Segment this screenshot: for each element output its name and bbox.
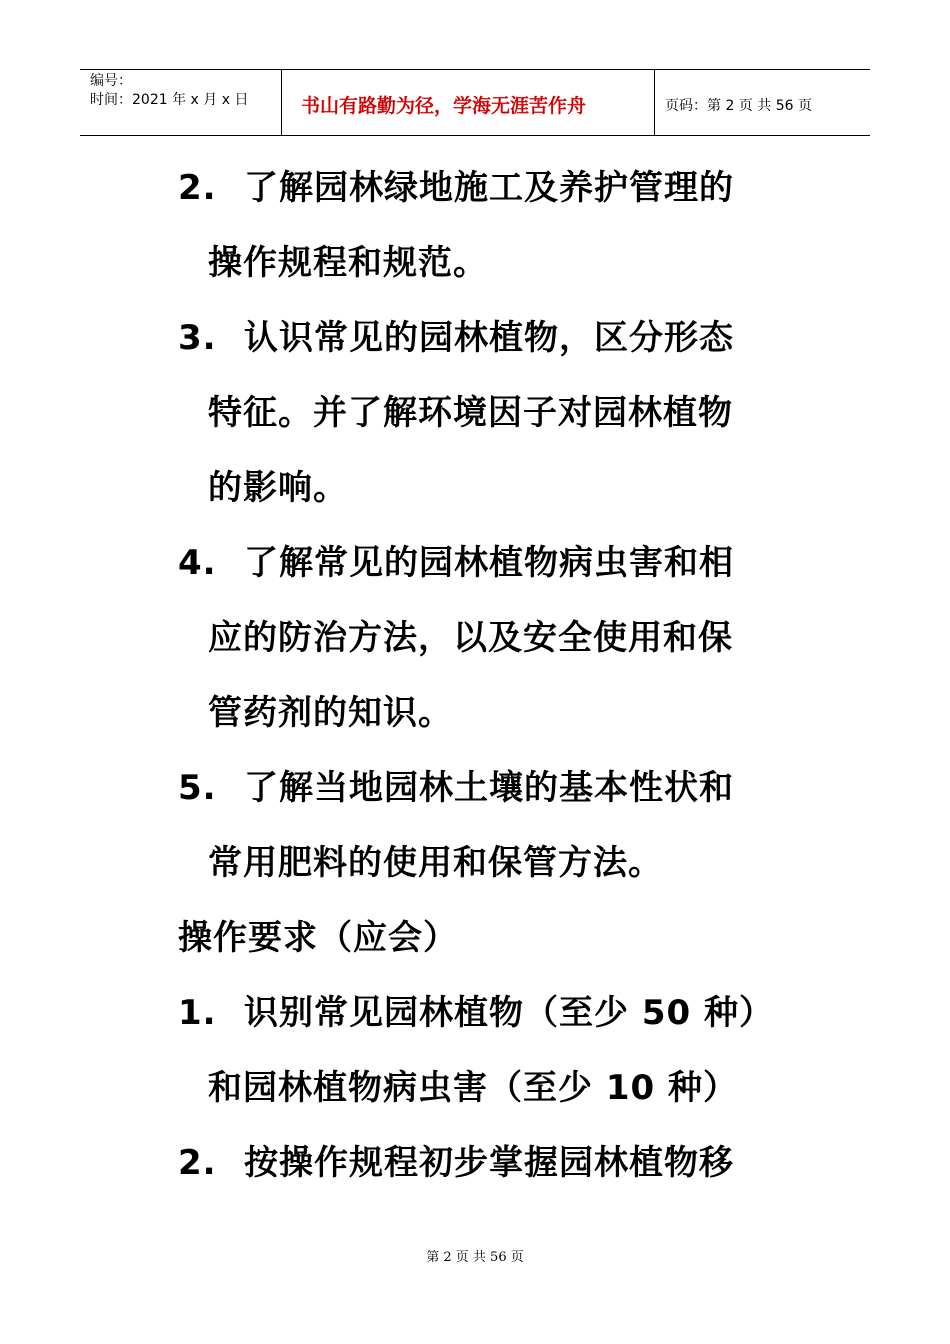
section-heading: 操作要求（应会） [178, 918, 458, 958]
item-continuation: 应的防治方法，以及安全使用和保 [208, 618, 733, 658]
document-body [178, 151, 828, 1201]
header-page-cell [655, 70, 870, 135]
header-left-cell [80, 70, 282, 135]
item-continuation: 和园林植物病虫害（至少 10 种） [208, 1068, 738, 1108]
list-item [178, 301, 828, 376]
item-number: 1. [178, 993, 217, 1033]
serial-number-label: 编号： [90, 73, 132, 89]
page-header [80, 69, 870, 136]
date-label: 时间：2021 年 x 月 x 日 [90, 92, 249, 108]
item-text: 认识常见的园林植物，区分形态 [244, 318, 734, 358]
page-footer: 第 2 页 共 56 页 [426, 1250, 524, 1265]
item-continuation: 操作规程和规范。 [208, 243, 488, 283]
item-continuation: 常用肥料的使用和保管方法。 [208, 843, 663, 883]
list-item [178, 751, 828, 826]
item-number: 5. [178, 768, 217, 808]
motto-text: 书山有路勤为径，学海无涯苦作舟 [301, 95, 587, 117]
page-info: 页码：第 2 页 共 56 页 [665, 97, 812, 114]
header-motto-cell [282, 70, 655, 135]
item-number: 2. [178, 1143, 217, 1183]
item-continuation: 管药剂的知识。 [208, 693, 453, 733]
list-item [178, 1126, 828, 1201]
item-text: 了解当地园林土壤的基本性状和 [244, 768, 734, 808]
item-text: 了解常见的园林植物病虫害和相 [244, 543, 734, 583]
item-text: 识别常见园林植物（至少 50 种） [244, 993, 774, 1033]
list-item [178, 976, 828, 1051]
item-number: 4. [178, 543, 217, 583]
item-text: 了解园林绿地施工及养护管理的 [244, 168, 734, 208]
item-number: 3. [178, 318, 217, 358]
item-continuation: 的影响。 [208, 468, 348, 508]
item-number: 2. [178, 168, 217, 208]
item-continuation: 特征。并了解环境因子对园林植物 [208, 393, 733, 433]
list-item [178, 151, 828, 226]
item-text: 按操作规程初步掌握园林植物移 [244, 1143, 734, 1183]
list-item [178, 526, 828, 601]
